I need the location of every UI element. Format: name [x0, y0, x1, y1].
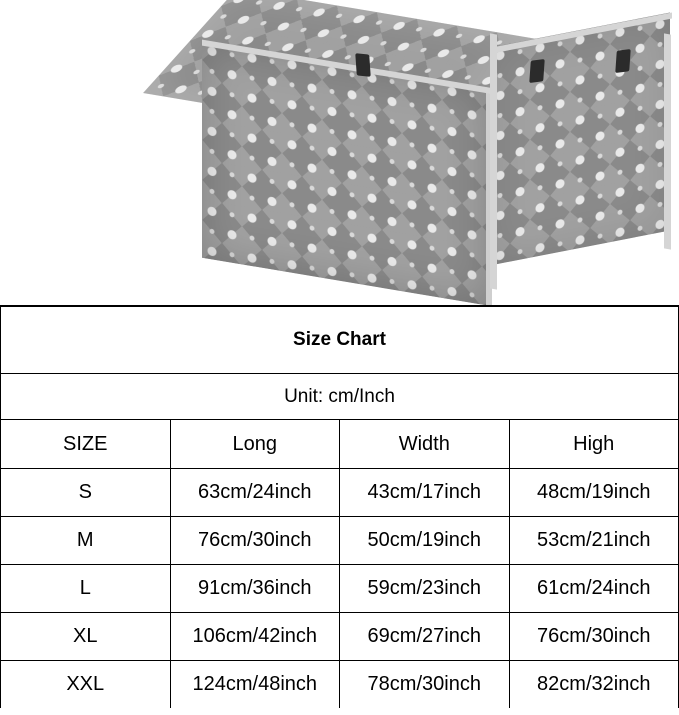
cell-size: S	[1, 469, 171, 517]
title-row	[1, 307, 679, 374]
cell-high: 53cm/21inch	[509, 517, 679, 565]
cell-high: 48cm/19inch	[509, 469, 679, 517]
column-header-width: Width	[340, 420, 510, 469]
crate-seam-right-edge	[664, 33, 671, 249]
cell-size: XXL	[1, 661, 171, 709]
crate-seam-corner	[490, 33, 497, 289]
cell-high: 61cm/24inch	[509, 565, 679, 613]
cell-size: XL	[1, 613, 171, 661]
size-chart-table	[0, 306, 679, 708]
cell-long: 76cm/30inch	[170, 517, 340, 565]
product-photo	[0, 0, 679, 305]
cell-width: 50cm/19inch	[340, 517, 510, 565]
cell-long: 63cm/24inch	[170, 469, 340, 517]
column-header-high: High	[509, 420, 679, 469]
cell-width: 59cm/23inch	[340, 565, 510, 613]
crate-buckle-icon	[355, 53, 371, 77]
table-header-row	[1, 420, 679, 469]
crate-buckle-icon	[615, 49, 631, 73]
cell-width: 78cm/30inch	[340, 661, 510, 709]
table-row	[1, 661, 679, 709]
cell-size: L	[1, 565, 171, 613]
table-row	[1, 565, 679, 613]
cell-width: 69cm/27inch	[340, 613, 510, 661]
table-row	[1, 613, 679, 661]
unit-row	[1, 374, 679, 420]
cell-long: 91cm/36inch	[170, 565, 340, 613]
size-chart-section	[0, 305, 679, 715]
cell-long: 124cm/48inch	[170, 661, 340, 709]
unit-note: Unit: cm/Inch	[1, 374, 679, 420]
page-title: Size Chart	[1, 307, 679, 374]
cell-high: 82cm/32inch	[509, 661, 679, 709]
column-header-long: Long	[170, 420, 340, 469]
table-row	[1, 517, 679, 565]
cell-long: 106cm/42inch	[170, 613, 340, 661]
crate-buckle-icon	[529, 59, 545, 83]
cell-width: 43cm/17inch	[340, 469, 510, 517]
column-header-size: SIZE	[1, 420, 171, 469]
crate-side-panel	[490, 13, 670, 266]
cell-high: 76cm/30inch	[509, 613, 679, 661]
cell-size: M	[1, 517, 171, 565]
table-row	[1, 469, 679, 517]
